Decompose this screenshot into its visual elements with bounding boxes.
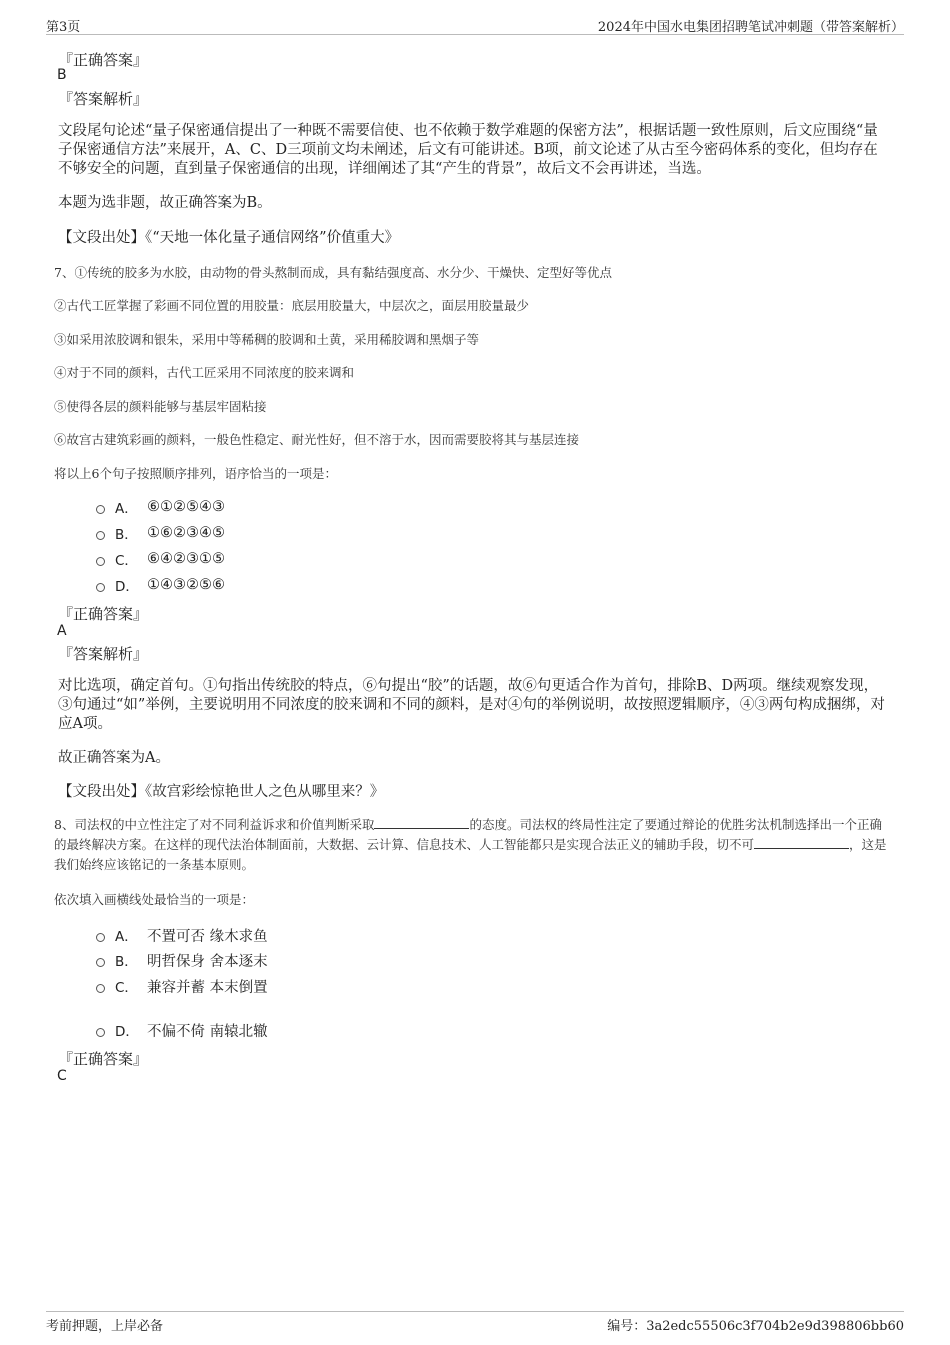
radio-icon[interactable] (96, 583, 105, 592)
q8-answer: C (57, 1068, 67, 1084)
q8-prompt: 依次填入画横线处最恰当的一项是： (54, 892, 255, 907)
q7-conclusion: 故正确答案为A。 (58, 750, 170, 766)
radio-icon[interactable] (96, 557, 105, 566)
page-footer (46, 1311, 904, 1334)
radio-icon[interactable] (96, 531, 105, 540)
footer-slogan: 考前押题，上岸必备 (46, 1319, 164, 1334)
radio-icon[interactable] (96, 1028, 105, 1037)
q8-answer-label: 『正确答案』 (58, 1050, 149, 1068)
document-title: 2024年中国水电集团招聘笔试冲刺题（带答案解析） (597, 20, 904, 35)
fill-blank[interactable] (374, 816, 469, 829)
q7-stem-line: 7、①传统的胶多为水胶，由动物的骨头熬制而成，具有黏结强度高、水分少、干燥快、定型好等优点 (54, 265, 612, 280)
q7-stem-line: ④对于不同的颜料，古代工匠采用不同浓度的胶来调和 (54, 365, 355, 380)
q7-prompt: 将以上6个句子按照顺序排列，语序恰当的一项是： (54, 466, 337, 481)
q7-analysis-label: 『答案解析』 (58, 645, 149, 663)
q6-source: 【文段出处】《“天地一体化量子通信网络”价值重大》 (58, 230, 400, 246)
radio-icon[interactable] (96, 958, 105, 967)
q8-stem: 8、司法权的中立性注定了对不同利益诉求和价值判断采取 的态度。司法权的终局性注定了要通过辩论的优胜劣汰机制选择出一个正确的最终解决方案。在这样的现代法治体制面前，大数据、云计算、信息技术、人工智能都只是实现合法正义的辅助手段，切不可 ，这是我们始终应该铭记的一条基本原则。 (54, 817, 887, 872)
page-number: 第3页 (46, 20, 81, 35)
q7-option-c[interactable]: C． ⑥④②③①⑤ (96, 549, 225, 569)
fill-blank[interactable] (754, 836, 849, 849)
radio-icon[interactable] (96, 984, 105, 993)
q6-analysis-label: 『答案解析』 (58, 90, 149, 108)
q6-answer-label: 『正确答案』 (58, 51, 149, 69)
q7-option-b[interactable]: B． ①⑥②③④⑤ (96, 523, 225, 543)
radio-icon[interactable] (96, 933, 105, 942)
q6-answer: B (57, 67, 67, 83)
document-id: 编号：3a2edc55506c3f704b2e9d398806bb60 (607, 1319, 904, 1334)
radio-icon[interactable] (96, 505, 105, 514)
q7-analysis: 对比选项，确定首句。①句指出传统胶的特点，⑥句提出“胶”的话题，故⑥句更适合作为首句，排除B、D两项。继续观察发现，③句通过“如”举例，主要说明用不同浓度的胶来调和不同的颜料，是对④句的举例说明，故按照逻辑顺序，④③两句构成捆绑，对应A项。 (58, 678, 885, 732)
q8-option-a[interactable]: A． 不置可否 缘木求鱼 (96, 925, 268, 945)
q7-answer-label: 『正确答案』 (58, 605, 149, 623)
q7-stem-line: ③如采用浓胶调和银朱，采用中等稀稠的胶调和土黄，采用稀胶调和黑烟子等 (54, 332, 480, 347)
q7-source: 【文段出处】《故宫彩绘惊艳世人之色从哪里来？》 (58, 784, 385, 800)
q7-stem-line: ②古代工匠掌握了彩画不同位置的用胶量：底层用胶量大，中层次之，面层用胶量最少 (54, 298, 530, 313)
q6-conclusion: 本题为选非题，故正确答案为B。 (58, 195, 272, 211)
page-header (46, 14, 904, 35)
q8-option-d[interactable]: D． 不偏不倚 南辕北辙 (96, 1020, 268, 1040)
q7-answer: A (57, 623, 67, 639)
q6-analysis: 文段尾句论述“量子保密通信提出了一种既不需要信使、也不依赖于数学难题的保密方法”，根据话题一致性原则，后文应围绕“量子保密通信方法”来展开，A、C、D三项前文均未阐述，后文有可能讲述。B项，前文论述了从古至今密码体系的变化，但均存在不够安全的问题，直到量子保密通信的出现，详细阐述了其“产生的背景”，故后文不会再讲述，当选。 (58, 123, 878, 177)
q7-option-a[interactable]: A． ⑥①②⑤④③ (96, 497, 225, 517)
q8-option-c[interactable]: C． 兼容并蓄 本末倒置 (96, 976, 268, 996)
q7-stem-line: ⑥故宫古建筑彩画的颜料，一般色性稳定、耐光性好，但不溶于水，因而需要胶将其与基层连接 (54, 432, 580, 447)
q8-option-b[interactable]: B． 明哲保身 舍本逐末 (96, 950, 268, 970)
q7-option-d[interactable]: D． ①④③②⑤⑥ (96, 575, 225, 595)
q7-stem-line: ⑤使得各层的颜料能够与基层牢固粘接 (54, 399, 267, 414)
